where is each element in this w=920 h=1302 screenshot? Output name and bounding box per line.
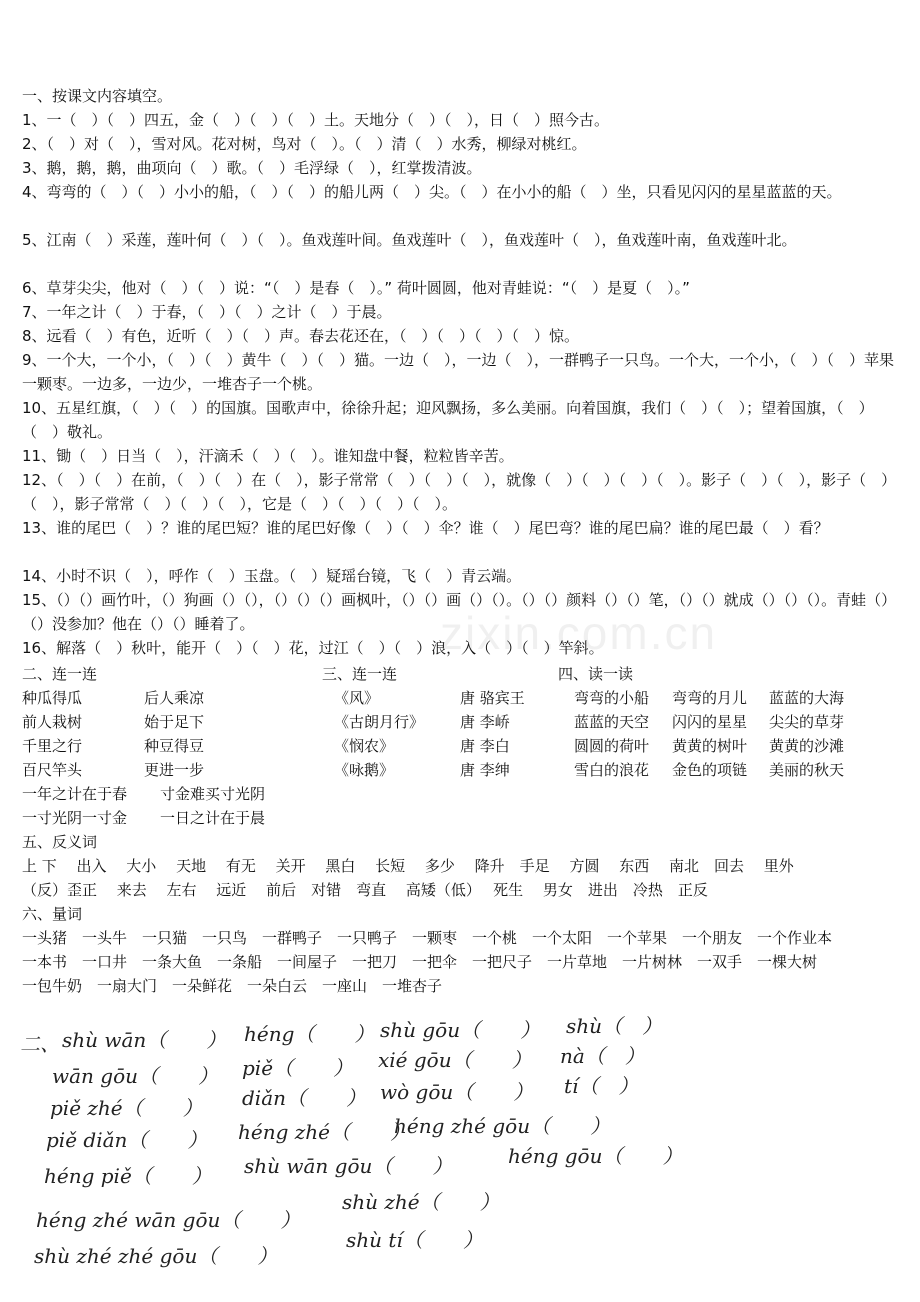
- section-2-title: 二、连一连: [22, 665, 98, 683]
- match-right-1: 后人乘凉: [144, 689, 205, 707]
- stroke-item: héng（ ）: [244, 1022, 375, 1046]
- read-item: 弯弯的小船: [574, 689, 650, 707]
- stroke-item: shù zhé zhé gōu（ ）: [34, 1244, 278, 1268]
- section-3-title: 三、连一连: [322, 665, 398, 683]
- match-left-3: 千里之行: [22, 737, 83, 755]
- read-item: 蓝蓝的天空: [574, 713, 650, 731]
- stroke-item: shù wān（ ）: [62, 1028, 227, 1052]
- fill-item-11: 11、锄（ ）日当（ ），汗滴禾（ ）（ ）。谁知盘中餐，粒粒皆辛苦。: [22, 447, 514, 465]
- fill-item-2: 2、（ ）对（ ），雪对风。花对树，鸟对（ ）。（ ）清（ ）水秀，柳绿对桃红。: [22, 135, 587, 153]
- read-item: 圆圆的荷叶: [574, 737, 650, 755]
- stroke-item: diǎn（ ）: [242, 1086, 367, 1110]
- stroke-item: shù wān gōu（ ）: [244, 1154, 453, 1178]
- stroke-item: shù zhé（ ）: [342, 1190, 500, 1214]
- poem-author-2: 唐 李峤: [460, 713, 510, 731]
- read-item: 弯弯的月儿: [672, 689, 748, 707]
- stroke-item: héng zhé wān gōu（ ）: [36, 1208, 301, 1232]
- match-left-4: 百尺竿头: [22, 761, 83, 779]
- match-left-5: 一年之计在于春: [22, 785, 128, 803]
- read-item: 黄黄的沙滩: [769, 737, 845, 755]
- match-left-1: 种瓜得瓜: [22, 689, 83, 707]
- read-item: 黄黄的树叶: [672, 737, 748, 755]
- stroke-item: héng piě（ ）: [44, 1164, 212, 1188]
- stroke-item: héng gōu（ ）: [508, 1144, 683, 1168]
- stroke-item: héng zhé（ ）: [238, 1120, 411, 1144]
- read-item: 金色的项链: [672, 761, 748, 779]
- read-item: 蓝蓝的大海: [769, 689, 845, 707]
- fill-item-16: 16、解落（ ）秋叶，能开（ ）（ ）花，过江（ ）（ ）浪，入（ ）（ ）竿斜。: [22, 639, 604, 657]
- fill-item-8: 8、远看（ ）有色，近听（ ）（ ）声。春去花还在，（ ）（ ）（ ）（ ）惊。: [22, 327, 580, 345]
- poem-author-3: 唐 李白: [460, 737, 510, 755]
- antonym-line-1: 上 下 出入 大小 天地 有无 关开 黑白 长短 多少 降升 手足 方圆 东西 南北 回去 里外: [22, 857, 794, 875]
- fill-item-6: 6、草芽尖尖，他对（ ）（ ）说：“（ ）是春（ ）。” 荷叶圆圆，他对青蛙说：“（ ）是夏（ ）。”: [22, 279, 690, 297]
- section-4-title: 四、读一读: [558, 665, 634, 683]
- fill-item-12: 12、（ ）（ ）在前，（ ）（ ）在（ ），影子常常（ ）（ ）（ ），就像（ ）（ ）（ ）（ ）。影子（ ）（ ），影子（ ）（ ），影子常常（ ）（ ）（ ），它是（ ）（ ）（ ）（ ）。: [22, 471, 897, 513]
- stroke-item: shù tí（ ）: [346, 1228, 483, 1252]
- measure-word-line-3: 一包牛奶 一扇大门 一朵鲜花 一朵白云 一座山 一堆杏子: [22, 977, 443, 995]
- stroke-item: wān gōu（ ）: [52, 1064, 219, 1088]
- poem-title-2: 《古朗月行》: [334, 713, 425, 731]
- fill-item-9: 9、一个大，一个小，（ ）（ ）黄牛（ ）（ ）猫。一边（ ），一边（ ），一群鸭子一只鸟。一个大，一个小，（ ）（ ）苹果一颗枣。一边多，一边少，一堆杏子一个桃。: [22, 351, 895, 393]
- stroke-item: tí（ ）: [564, 1074, 639, 1098]
- measure-word-line-1: 一头猪 一头牛 一只猫 一只鸟 一群鸭子 一只鸭子 一颗枣 一个桃 一个太阳 一个苹果 一个朋友 一个作业本: [22, 929, 833, 947]
- match-left-6: 一寸光阴一寸金: [22, 809, 128, 827]
- stroke-item: piě（ ）: [242, 1056, 354, 1080]
- read-item: 尖尖的草芽: [769, 713, 845, 731]
- watermark: zixin.com.cn: [440, 607, 718, 659]
- fill-item-7: 7、一年之计（ ）于春，（ ）（ ）之计（ ）于晨。: [22, 303, 392, 321]
- match-right-4: 更进一步: [144, 761, 205, 779]
- match-left-2: 前人栽树: [22, 713, 83, 731]
- stroke-item: nà（ ）: [560, 1044, 645, 1068]
- fill-item-10: 10、五星红旗，（ ）（ ）的国旗。国歌声中，徐徐升起；迎风飘扬，多么美丽。向着国旗，我们（ ）（ ）；望着国旗，（ ）（ ）敬礼。: [22, 399, 874, 441]
- fill-item-15: 15、（）（）画竹叶，（）狗画（）（），（）（）（）画枫叶，（）（）画（）（）。（）（）颜料（）（）笔，（）（）就成（）（）（）。青蛙（）（）没参加？他在（）（）睡着了。: [22, 591, 897, 633]
- fill-item-14: 14、小时不识（ ），呼作（ ）玉盘。（ ）疑瑶台镜，飞（ ）青云端。: [22, 567, 522, 585]
- stroke-item: wò gōu（ ）: [380, 1080, 534, 1104]
- fill-item-3: 3、鹅，鹅，鹅，曲项向（ ）歌。（ ）毛浮绿（ ），红掌拨清波。: [22, 159, 482, 177]
- fill-item-5: 5、江南（ ）采莲，莲叶何（ ）（ ）。鱼戏莲叶间。鱼戏莲叶（ ），鱼戏莲叶（ ），鱼戏莲叶南，鱼戏莲叶北。: [22, 231, 797, 249]
- section-5-title: 五、反义词: [22, 833, 98, 851]
- read-item: 雪白的浪花: [574, 761, 650, 779]
- poem-title-1: 《风》: [334, 689, 380, 707]
- stroke-item: xié gōu（ ）: [378, 1048, 532, 1072]
- fill-item-1: 1、一（ ）（ ）四五，金（ ）（ ）（ ）土。天地分（ ）（ ），日（ ）照今古。: [22, 111, 610, 129]
- stroke-item: piě zhé（ ）: [50, 1096, 203, 1120]
- poem-author-4: 唐 李绅: [460, 761, 510, 779]
- section-1-title: 一、按课文内容填空。: [22, 87, 173, 105]
- poem-title-3: 《悯农》: [334, 737, 395, 755]
- stroke-section-label: 二、: [20, 1032, 60, 1056]
- stroke-item: shù（ ）: [566, 1014, 663, 1038]
- match-right-3: 种豆得豆: [144, 737, 205, 755]
- antonym-line-2: （反）歪正 来去 左右 远近 前后 对错 弯直 高矮（低） 死生 男女 进出 冷热 正反: [22, 881, 708, 899]
- fill-item-13: 13、谁的尾巴（ ）？谁的尾巴短？谁的尾巴好像（ ）（ ）伞？谁（ ）尾巴弯？谁的尾巴扁？谁的尾巴最（ ）看？: [22, 519, 829, 537]
- match-right-2: 始于足下: [144, 713, 205, 731]
- measure-word-line-2: 一本书 一口井 一条大鱼 一条船 一间屋子 一把刀 一把伞 一把尺子 一片草地 一片树林 一双手 一棵大树: [22, 953, 818, 971]
- poem-title-4: 《咏鹅》: [334, 761, 395, 779]
- fill-item-4: 4、弯弯的（ ）（ ）小小的船，（ ）（ ）的船儿两（ ）尖。（ ）在小小的船（ ）坐，只看见闪闪的星星蓝蓝的天。: [22, 183, 842, 201]
- read-item: 闪闪的星星: [672, 713, 748, 731]
- read-item: 美丽的秋天: [769, 761, 845, 779]
- poem-author-1: 唐 骆宾王: [460, 689, 525, 707]
- match-right-6: 一日之计在于晨: [160, 809, 266, 827]
- match-right-5: 寸金难买寸光阴: [160, 785, 266, 803]
- stroke-item: piě diǎn（ ）: [46, 1128, 208, 1152]
- section-6-title: 六、量词: [22, 905, 83, 923]
- stroke-item: shù gōu（ ）: [380, 1018, 541, 1042]
- stroke-item: héng zhé gōu（ ）: [394, 1114, 611, 1138]
